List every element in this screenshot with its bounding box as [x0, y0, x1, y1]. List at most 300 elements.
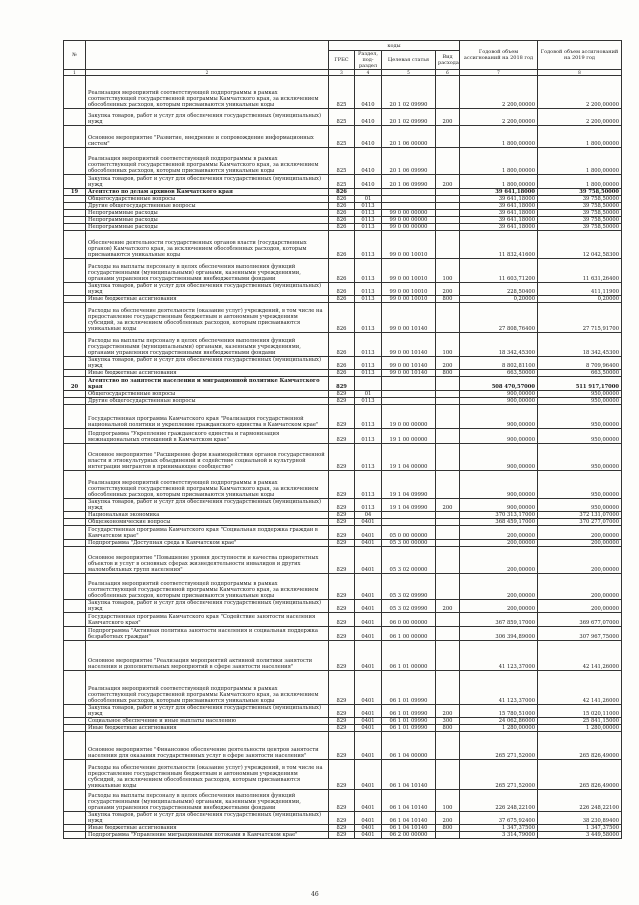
- table-row: [64, 790, 622, 812]
- row-number: [64, 444, 86, 471]
- row-amount-2018: 200,00000: [460, 526, 538, 540]
- table-row: [64, 398, 622, 405]
- table-row: [64, 718, 622, 725]
- table-row: [64, 391, 622, 398]
- row-number: [64, 790, 86, 812]
- row-number: [64, 627, 86, 641]
- row-amount-2018: 1 800,00000: [460, 126, 538, 148]
- row-amount-2018: 39 641,18000: [460, 210, 538, 217]
- row-target-article: 05 3 02 09990: [382, 600, 436, 613]
- row-razdel: 0410: [355, 126, 382, 148]
- row-razdel: 0113: [355, 210, 382, 217]
- row-razdel: 0401: [355, 725, 382, 732]
- row-expense-type: [436, 217, 460, 224]
- row-grbs: 829: [329, 444, 355, 471]
- row-target-article: [382, 398, 436, 405]
- row-amount-2019: 39 758,50000: [538, 217, 622, 224]
- row-grbs: 829: [329, 825, 355, 832]
- row-name: Иные бюджетные ассигнования: [86, 296, 329, 303]
- header-name: [86, 41, 329, 70]
- row-target-article: [382, 189, 436, 196]
- row-name: Обеспечение деятельности государственных органов власти (государственных органов) Камчатского края, за исключением обособленных расходов, которым присваиваются уникальные коды: [86, 231, 329, 259]
- row-amount-2019: 200,00000: [538, 526, 622, 540]
- row-razdel: 0401: [355, 613, 382, 627]
- row-expense-type: 800: [436, 296, 460, 303]
- table-row: [64, 471, 622, 499]
- row-name: Закупка товаров, работ и услуг для обеспечения государственных (муниципальных) нужд: [86, 109, 329, 126]
- row-expense-type: [436, 405, 460, 429]
- row-number: [64, 259, 86, 283]
- row-number: [64, 613, 86, 627]
- header-col-num: 6: [436, 70, 460, 76]
- row-razdel: [355, 189, 382, 196]
- row-number: [64, 705, 86, 718]
- row-amount-2018: 0,20000: [460, 296, 538, 303]
- row-expense-type: [436, 203, 460, 210]
- header-codes: коды: [329, 41, 460, 51]
- row-razdel: 0113: [355, 370, 382, 377]
- table-row: [64, 357, 622, 370]
- row-target-article: 06 1 04 10140: [382, 760, 436, 790]
- row-amount-2019: 200,00000: [538, 574, 622, 600]
- row-amount-2018: 15 780,51000: [460, 705, 538, 718]
- row-target-article: 06 1 04 10140: [382, 812, 436, 825]
- table-row: [64, 526, 622, 540]
- row-expense-type: [436, 189, 460, 196]
- row-grbs: 829: [329, 391, 355, 398]
- row-name: Агентство по занятости населения и миграционной политике Камчатского края: [86, 377, 329, 391]
- row-grbs: 829: [329, 627, 355, 641]
- row-amount-2018: 2 200,00000: [460, 76, 538, 109]
- table-row: [64, 519, 622, 526]
- row-name: Агентство по делам архивов Камчатского края: [86, 189, 329, 196]
- row-grbs: 825: [329, 109, 355, 126]
- row-amount-2018: 900,00000: [460, 429, 538, 444]
- row-target-article: 20 1 06 09990: [382, 175, 436, 189]
- row-name: Закупка товаров, работ и услуг для обеспечения государственных (муниципальных) нужд: [86, 705, 329, 718]
- row-grbs: 826: [329, 196, 355, 203]
- row-amount-2018: 1 347,37500: [460, 825, 538, 832]
- row-amount-2019: 39 758,50000: [538, 210, 622, 217]
- row-expense-type: [436, 429, 460, 444]
- table-row: [64, 641, 622, 671]
- row-grbs: 826: [329, 210, 355, 217]
- row-expense-type: 200: [436, 600, 460, 613]
- row-expense-type: [436, 540, 460, 547]
- row-amount-2019: 27 715,91700: [538, 303, 622, 333]
- table-row: [64, 832, 622, 839]
- row-number: [64, 398, 86, 405]
- row-expense-type: 300: [436, 718, 460, 725]
- row-grbs: 829: [329, 398, 355, 405]
- row-razdel: 0113: [355, 405, 382, 429]
- row-amount-2019: 200,00000: [538, 540, 622, 547]
- row-number: [64, 283, 86, 296]
- row-name: Государственная программа Камчатского края "Социальная поддержка граждан в Камчатском крае": [86, 526, 329, 540]
- table-row: [64, 705, 622, 718]
- row-grbs: 829: [329, 429, 355, 444]
- row-number: [64, 333, 86, 357]
- row-name: Реализация мероприятий соответствующей подпрограммы в рамках соответствующей государственной программы Камчатского края, за исключением обособленных расходов, которым присваиваются уникальные коды: [86, 76, 329, 109]
- row-amount-2018: 27 808,76400: [460, 303, 538, 333]
- header-razdel: Раздел, под-раздел: [355, 51, 382, 70]
- row-target-article: [382, 203, 436, 210]
- row-number: [64, 405, 86, 429]
- table-row: [64, 732, 622, 760]
- row-amount-2019: 370 277,07000: [538, 519, 622, 526]
- row-name: Основное мероприятие "Развитие, внедрение и сопровождение информационных систем": [86, 126, 329, 148]
- row-amount-2019: 265 826,49000: [538, 732, 622, 760]
- row-razdel: 0113: [355, 357, 382, 370]
- row-number: [64, 203, 86, 210]
- row-amount-2019: 8 709,96400: [538, 357, 622, 370]
- row-amount-2019: 200,00000: [538, 547, 622, 574]
- row-name: Подпрограмма "Укрепление гражданского единства и гармонизация межнациональных отношений в Камчатском крае": [86, 429, 329, 444]
- row-expense-type: [436, 613, 460, 627]
- row-razdel: 0401: [355, 641, 382, 671]
- row-name: Основное мероприятие "Финансовое обеспечение деятельности центров занятости населения для оказания государственных услуг в сфере занятости населения": [86, 732, 329, 760]
- row-name: Непрограммные расходы: [86, 210, 329, 217]
- row-razdel: 0113: [355, 217, 382, 224]
- row-number: [64, 760, 86, 790]
- row-name: Расходы на обеспечение деятельности (оказание услуг) учреждений, в том числе на предоставление государственным бюджетным и автономным учреждениям субсидий, за исключением обособленных расходов, которым присваиваются уникальные коды: [86, 303, 329, 333]
- row-amount-2019: 2 200,00000: [538, 76, 622, 109]
- row-expense-type: [436, 391, 460, 398]
- row-grbs: 825: [329, 148, 355, 175]
- row-amount-2018: 1 800,00000: [460, 175, 538, 189]
- row-target-article: 99 0 00 10010: [382, 231, 436, 259]
- row-amount-2019: 950,00000: [538, 391, 622, 398]
- row-target-article: 20 1 02 09990: [382, 109, 436, 126]
- row-target-article: 06 1 01 09990: [382, 718, 436, 725]
- row-amount-2019: 663,50000: [538, 370, 622, 377]
- table-row: [64, 812, 622, 825]
- row-amount-2018: 306 394,89000: [460, 627, 538, 641]
- row-number: [64, 547, 86, 574]
- row-name: Непрограммные расходы: [86, 224, 329, 231]
- row-expense-type: 800: [436, 825, 460, 832]
- table-row: [64, 217, 622, 224]
- row-grbs: 826: [329, 259, 355, 283]
- row-number: [64, 671, 86, 705]
- row-amount-2018: 2 200,00000: [460, 109, 538, 126]
- row-target-article: 19 1 04 09990: [382, 499, 436, 512]
- header-col-num: 5: [382, 70, 436, 76]
- row-amount-2018: 41 123,37000: [460, 641, 538, 671]
- row-amount-2019: 25 841,15000: [538, 718, 622, 725]
- row-grbs: 829: [329, 613, 355, 627]
- row-expense-type: [436, 377, 460, 391]
- row-razdel: 0401: [355, 705, 382, 718]
- row-razdel: 0113: [355, 231, 382, 259]
- row-expense-type: 100: [436, 333, 460, 357]
- table-row: [64, 189, 622, 196]
- row-name: Общегосударственные вопросы: [86, 391, 329, 398]
- row-target-article: 06 1 01 09990: [382, 725, 436, 732]
- row-amount-2019: 1 800,00000: [538, 175, 622, 189]
- row-amount-2019: 15 020,11000: [538, 705, 622, 718]
- row-razdel: 0410: [355, 148, 382, 175]
- header-year-2019: Годовой объем ассигнований на 2019 год: [538, 41, 622, 70]
- row-name: Непрограммные расходы: [86, 217, 329, 224]
- row-expense-type: [436, 671, 460, 705]
- row-amount-2019: 511 917,17000: [538, 377, 622, 391]
- table-row: [64, 444, 622, 471]
- row-amount-2019: 38 230,89400: [538, 812, 622, 825]
- header-expense-type: Вид расхода: [436, 51, 460, 70]
- row-name: Реализация мероприятий соответствующей подпрограммы в рамках соответствующей государственной программы Камчатского края, за исключением обособленных расходов, которым присваиваются уникальные коды: [86, 574, 329, 600]
- row-expense-type: 200: [436, 109, 460, 126]
- table-row: [64, 76, 622, 109]
- row-target-article: 99 0 00 10140: [382, 303, 436, 333]
- row-amount-2019: 3 449,58000: [538, 832, 622, 839]
- header-year-2018: Годовой объем ассигнований на 2018 год: [460, 41, 538, 70]
- row-razdel: 0401: [355, 760, 382, 790]
- row-amount-2018: 18 342,45300: [460, 333, 538, 357]
- header-col-num: 3: [329, 70, 355, 76]
- row-name: Государственная программа Камчатского края "Содействие занятости населения Камчатского края": [86, 613, 329, 627]
- row-name: Основное мероприятие "Реализация мероприятий активной политики занятости населения и дополнительных мероприятий в сфере занятости населения": [86, 641, 329, 671]
- row-target-article: 20 1 06 00000: [382, 126, 436, 148]
- row-razdel: 0113: [355, 499, 382, 512]
- row-name: Расходы на выплаты персоналу в целях обеспечения выполнения функций государственными (муниципальными) органами, казенными учреждениями, органами управления государственными внебюджетными фондами: [86, 259, 329, 283]
- row-target-article: 06 1 01 09990: [382, 671, 436, 705]
- table-row: [64, 671, 622, 705]
- row-number: [64, 512, 86, 519]
- row-razdel: 0113: [355, 333, 382, 357]
- table-row: [64, 224, 622, 231]
- row-target-article: 05 3 02 09990: [382, 574, 436, 600]
- row-amount-2018: 508 470,57000: [460, 377, 538, 391]
- row-razdel: 01: [355, 391, 382, 398]
- row-grbs: 829: [329, 499, 355, 512]
- row-target-article: 06 2 00 00000: [382, 832, 436, 839]
- row-amount-2018: 228,50400: [460, 283, 538, 296]
- row-expense-type: [436, 512, 460, 519]
- row-amount-2019: 42 141,26000: [538, 641, 622, 671]
- row-amount-2019: 18 342,45300: [538, 333, 622, 357]
- row-grbs: 826: [329, 333, 355, 357]
- header-col-num: 1: [64, 70, 86, 76]
- row-amount-2019: 307 967,75000: [538, 627, 622, 641]
- row-target-article: 06 1 04 00000: [382, 732, 436, 760]
- row-amount-2019: 369 677,07000: [538, 613, 622, 627]
- row-grbs: 825: [329, 175, 355, 189]
- row-amount-2019: 265 826,49000: [538, 760, 622, 790]
- row-expense-type: 200: [436, 812, 460, 825]
- row-grbs: 826: [329, 370, 355, 377]
- row-razdel: 0401: [355, 627, 382, 641]
- row-amount-2018: 265 271,52000: [460, 760, 538, 790]
- table-row: [64, 574, 622, 600]
- row-amount-2018: 265 271,52000: [460, 732, 538, 760]
- row-expense-type: 100: [436, 790, 460, 812]
- row-grbs: 826: [329, 357, 355, 370]
- row-amount-2018: 200,00000: [460, 540, 538, 547]
- row-number: [64, 370, 86, 377]
- row-amount-2018: 1 280,00000: [460, 725, 538, 732]
- row-target-article: [382, 519, 436, 526]
- row-amount-2019: 950,00000: [538, 444, 622, 471]
- row-grbs: 829: [329, 547, 355, 574]
- row-razdel: 0113: [355, 224, 382, 231]
- row-grbs: 829: [329, 540, 355, 547]
- row-amount-2018: 663,50000: [460, 370, 538, 377]
- table-row: [64, 203, 622, 210]
- header-col-num: 4: [355, 70, 382, 76]
- table-row: [64, 259, 622, 283]
- row-number: [64, 175, 86, 189]
- row-name: Закупка товаров, работ и услуг для обеспечения государственных (муниципальных) нужд: [86, 600, 329, 613]
- row-number: [64, 471, 86, 499]
- row-amount-2018: 39 641,18000: [460, 217, 538, 224]
- row-amount-2018: 900,00000: [460, 471, 538, 499]
- row-number: [64, 231, 86, 259]
- row-name: Закупка товаров, работ и услуг для обеспечения государственных (муниципальных) нужд: [86, 357, 329, 370]
- row-number: [64, 429, 86, 444]
- row-amount-2019: 11 631,26400: [538, 259, 622, 283]
- row-amount-2019: 39 758,50000: [538, 203, 622, 210]
- row-razdel: 0401: [355, 812, 382, 825]
- row-razdel: 0401: [355, 547, 382, 574]
- row-amount-2018: 1 800,00000: [460, 148, 538, 175]
- row-target-article: 99 0 00 00000: [382, 217, 436, 224]
- row-name: Государственная программа Камчатского края "Реализация государственной национальной политики и укрепление гражданского единства в Камчатском крае": [86, 405, 329, 429]
- row-grbs: 826: [329, 203, 355, 210]
- row-grbs: 829: [329, 574, 355, 600]
- table-row: [64, 126, 622, 148]
- row-target-article: [382, 377, 436, 391]
- row-amount-2018: 200,00000: [460, 547, 538, 574]
- row-number: [64, 357, 86, 370]
- row-expense-type: [436, 444, 460, 471]
- table-row: [64, 760, 622, 790]
- row-razdel: 0401: [355, 825, 382, 832]
- row-number: [64, 126, 86, 148]
- row-name: Закупка товаров, работ и услуг для обеспечения государственных (муниципальных) нужд: [86, 175, 329, 189]
- row-grbs: 829: [329, 790, 355, 812]
- row-target-article: 19 1 00 00000: [382, 429, 436, 444]
- table-row: [64, 303, 622, 333]
- table-row: [64, 377, 622, 391]
- table-row: [64, 231, 622, 259]
- row-expense-type: [436, 210, 460, 217]
- row-target-article: 99 0 00 10140: [382, 370, 436, 377]
- row-amount-2019: 0,20000: [538, 296, 622, 303]
- row-expense-type: [436, 126, 460, 148]
- page-number: 46: [311, 891, 319, 898]
- row-expense-type: 200: [436, 175, 460, 189]
- row-number: [64, 224, 86, 231]
- row-grbs: 829: [329, 471, 355, 499]
- row-razdel: 0401: [355, 526, 382, 540]
- row-name: Социальное обеспечение и иные выплаты населению: [86, 718, 329, 725]
- row-grbs: 826: [329, 217, 355, 224]
- header-number: №: [64, 41, 86, 70]
- row-target-article: 06 1 04 10140: [382, 825, 436, 832]
- row-amount-2019: 950,00000: [538, 405, 622, 429]
- row-expense-type: 200: [436, 499, 460, 512]
- row-name: Подпрограмма "Доступная среда в Камчатском крае": [86, 540, 329, 547]
- row-razdel: 0113: [355, 444, 382, 471]
- row-expense-type: 200: [436, 283, 460, 296]
- row-number: [64, 725, 86, 732]
- row-razdel: [355, 377, 382, 391]
- table-row: [64, 825, 622, 832]
- row-amount-2018: 226 248,22100: [460, 790, 538, 812]
- row-expense-type: [436, 303, 460, 333]
- table-row: [64, 540, 622, 547]
- row-grbs: 829: [329, 812, 355, 825]
- row-razdel: 0401: [355, 671, 382, 705]
- row-number: [64, 825, 86, 832]
- row-grbs: 829: [329, 377, 355, 391]
- row-number: [64, 109, 86, 126]
- row-amount-2019: 39 758,50000: [538, 224, 622, 231]
- row-amount-2018: 37 675,92400: [460, 812, 538, 825]
- row-target-article: 99 0 00 00000: [382, 210, 436, 217]
- table-row: [64, 499, 622, 512]
- row-number: [64, 574, 86, 600]
- row-amount-2019: 226 248,22100: [538, 790, 622, 812]
- row-name: Расходы на обеспечение деятельности (оказание услуг) учреждений, в том числе на предоставление государственным бюджетным и автономным учреждениям субсидий, за исключением обособленных расходов, которым присваиваются уникальные коды: [86, 760, 329, 790]
- row-number: [64, 148, 86, 175]
- row-razdel: 0113: [355, 259, 382, 283]
- table-header: [64, 41, 622, 76]
- row-name: Иные бюджетные ассигнования: [86, 725, 329, 732]
- table-row: [64, 627, 622, 641]
- row-number: [64, 718, 86, 725]
- row-grbs: 826: [329, 189, 355, 196]
- row-target-article: 19 1 04 00000: [382, 444, 436, 471]
- row-amount-2018: 368 459,17000: [460, 519, 538, 526]
- row-grbs: 829: [329, 725, 355, 732]
- row-number: [64, 600, 86, 613]
- row-grbs: 829: [329, 718, 355, 725]
- row-razdel: 0113: [355, 283, 382, 296]
- row-name: Национальная экономика: [86, 512, 329, 519]
- row-amount-2019: 39 758,50000: [538, 189, 622, 196]
- row-expense-type: [436, 196, 460, 203]
- row-grbs: 825: [329, 76, 355, 109]
- table-row: [64, 210, 622, 217]
- row-expense-type: [436, 641, 460, 671]
- table-row: [64, 600, 622, 613]
- table-row: [64, 283, 622, 296]
- row-amount-2018: 370 313,17000: [460, 512, 538, 519]
- row-target-article: 05 3 02 00000: [382, 547, 436, 574]
- row-grbs: 826: [329, 231, 355, 259]
- header-col-num: 8: [538, 70, 622, 76]
- row-grbs: 829: [329, 732, 355, 760]
- row-target-article: 06 1 04 10140: [382, 790, 436, 812]
- row-grbs: 826: [329, 283, 355, 296]
- row-target-article: 20 1 06 09990: [382, 148, 436, 175]
- row-number: [64, 812, 86, 825]
- row-expense-type: [436, 832, 460, 839]
- table-row: [64, 429, 622, 444]
- row-name: Реализация мероприятий соответствующей подпрограммы в рамках соответствующей государственной программы Камчатского края, за исключением обособленных расходов, которым присваиваются уникальные коды: [86, 471, 329, 499]
- row-razdel: 0401: [355, 519, 382, 526]
- row-grbs: 826: [329, 224, 355, 231]
- row-grbs: 829: [329, 641, 355, 671]
- table-row: [64, 547, 622, 574]
- row-grbs: 826: [329, 303, 355, 333]
- row-amount-2019: 1 800,00000: [538, 126, 622, 148]
- row-number: [64, 391, 86, 398]
- table-row: [64, 512, 622, 519]
- table-row: [64, 333, 622, 357]
